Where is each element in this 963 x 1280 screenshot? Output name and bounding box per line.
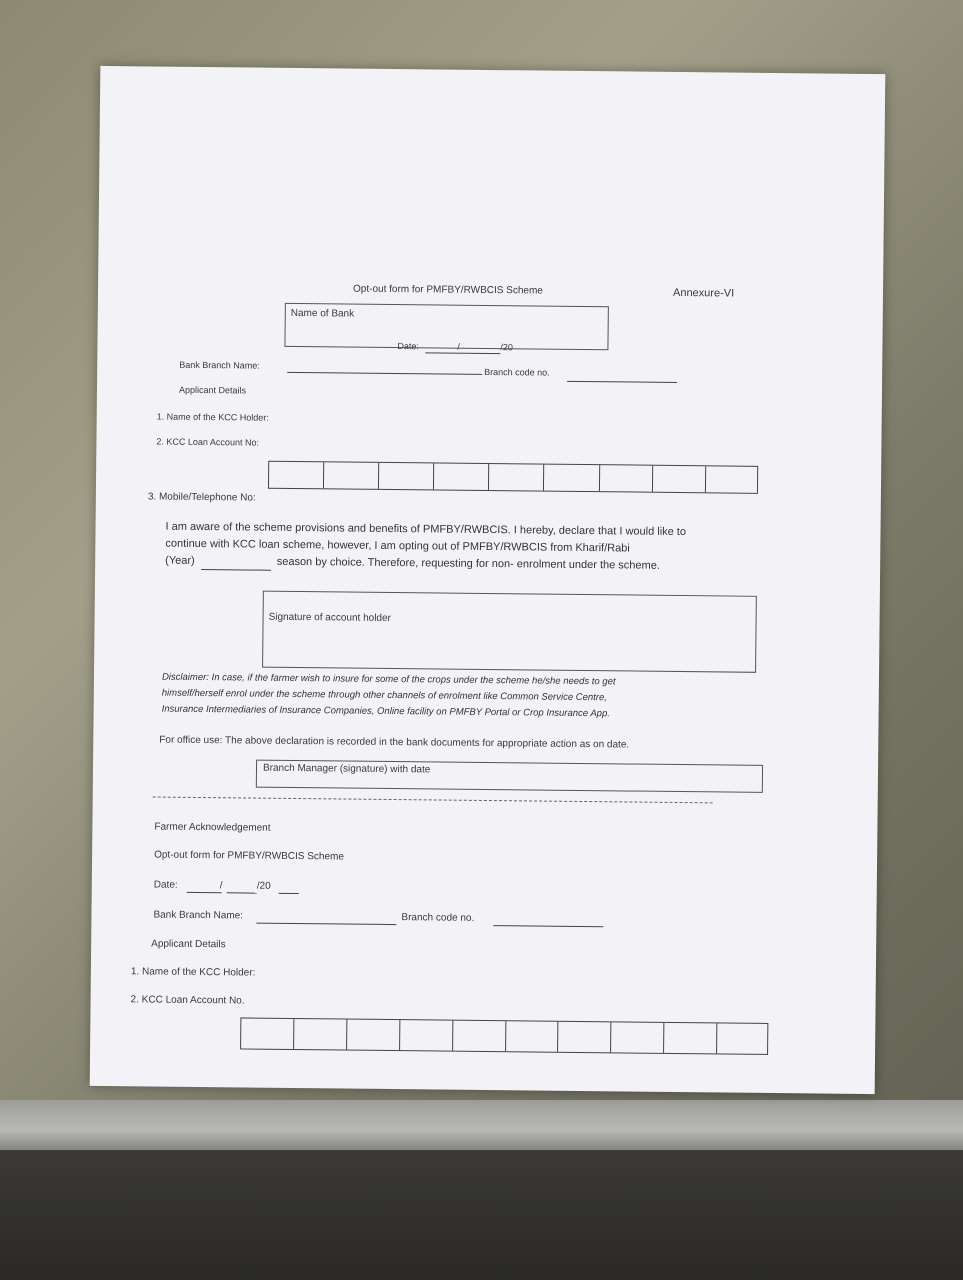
name-of-bank-label: Name of Bank: [290, 307, 355, 320]
ack-date-year-line[interactable]: [279, 893, 299, 894]
branch-manager-label: Branch Manager (signature) with date: [262, 762, 431, 776]
disclaimer-line-2: himself/herself enrol under the scheme through other channels of enrolment like Common Service Centre,: [161, 687, 607, 704]
ack-title: Opt-out form for PMFBY/RWBCIS Scheme: [154, 849, 345, 863]
declaration-year: (Year): [165, 554, 195, 567]
date-day-line[interactable]: [425, 352, 465, 353]
ack-bank-branch-name-line[interactable]: [256, 923, 396, 925]
signature-label: Signature of account holder: [268, 611, 391, 624]
ack-account-number-boxes[interactable]: [240, 1017, 768, 1055]
date-year: /20: [500, 342, 514, 353]
ack-kcc-holder-name-label: 1. Name of the KCC Holder:: [130, 966, 256, 979]
applicant-details: Applicant Details: [178, 384, 247, 396]
declaration-line-1: I am aware of the scheme provisions and benefits of PMFBY/RWBCIS. I hereby, declare that I would like to: [165, 520, 687, 539]
branch-code-line[interactable]: [567, 381, 677, 383]
bank-branch-name-label: Bank Branch Name:: [179, 359, 260, 371]
disclaimer-paragraph: [162, 670, 752, 724]
branch-manager-box[interactable]: [256, 760, 763, 793]
paper-sheet: [90, 66, 886, 1094]
bank-branch-name-line[interactable]: [287, 372, 482, 375]
year-line[interactable]: [201, 553, 271, 571]
declaration-paragraph: [165, 519, 746, 576]
ack-date-day-line[interactable]: [187, 892, 222, 893]
ack-bank-branch-name-label: Bank Branch Name:: [153, 909, 244, 922]
date-label: Date:: [397, 341, 420, 352]
date-sep: /: [457, 341, 461, 352]
mobile-telephone-label: 3. Mobile/Telephone No:: [147, 491, 256, 504]
form-title: Opt-out form for PMFBY/RWBCIS Scheme: [352, 283, 543, 297]
ack-branch-code-line[interactable]: [493, 925, 603, 927]
disclaimer-line-1: Disclaimer: In case, if the farmer wish to insure for some of the crops under the scheme he/she needs to get: [161, 671, 616, 688]
name-of-bank-box[interactable]: [284, 303, 608, 353]
kcc-loan-account-label: 2. KCC Loan Account No:: [156, 436, 260, 448]
cut-line: [153, 797, 713, 804]
declaration-line-3: season by choice. Therefore, requesting for non- enrolment under the scheme.: [276, 555, 660, 572]
signature-box[interactable]: [262, 591, 757, 673]
ack-date-sep: /: [219, 880, 223, 892]
table-shadow: [0, 1150, 963, 1280]
ack-kcc-loan-account-label: 2. KCC Loan Account No.: [130, 994, 245, 1007]
annexure-label: Annexure-VI: [672, 286, 735, 300]
account-number-boxes[interactable]: [268, 461, 758, 494]
ack-date-month-line[interactable]: [227, 892, 257, 893]
disclaimer-line-3: Insurance Intermediaries of Insurance Companies, Online facility on PMFBY Portal or Crop Insurance App.: [161, 703, 610, 720]
declaration-line-2: continue with KCC loan scheme, however, I am opting out of PMFBY/RWBCIS from Kharif/Rabi: [165, 537, 630, 555]
branch-code-label: Branch code no.: [484, 366, 550, 378]
ack-date-year: /20: [256, 880, 271, 892]
office-use-text: For office use: The above declaration is recorded in the bank documents for appropriate action as on date.: [159, 734, 630, 751]
ack-heading: Farmer Acknowledgement: [154, 821, 271, 834]
date-month-line[interactable]: [465, 353, 500, 354]
ack-applicant-details: Applicant Details: [151, 938, 226, 951]
kcc-holder-name-label: 1. Name of the KCC Holder:: [156, 411, 269, 423]
ack-branch-code-label: Branch code no.: [401, 912, 475, 924]
ack-date-label: Date:: [153, 879, 178, 891]
